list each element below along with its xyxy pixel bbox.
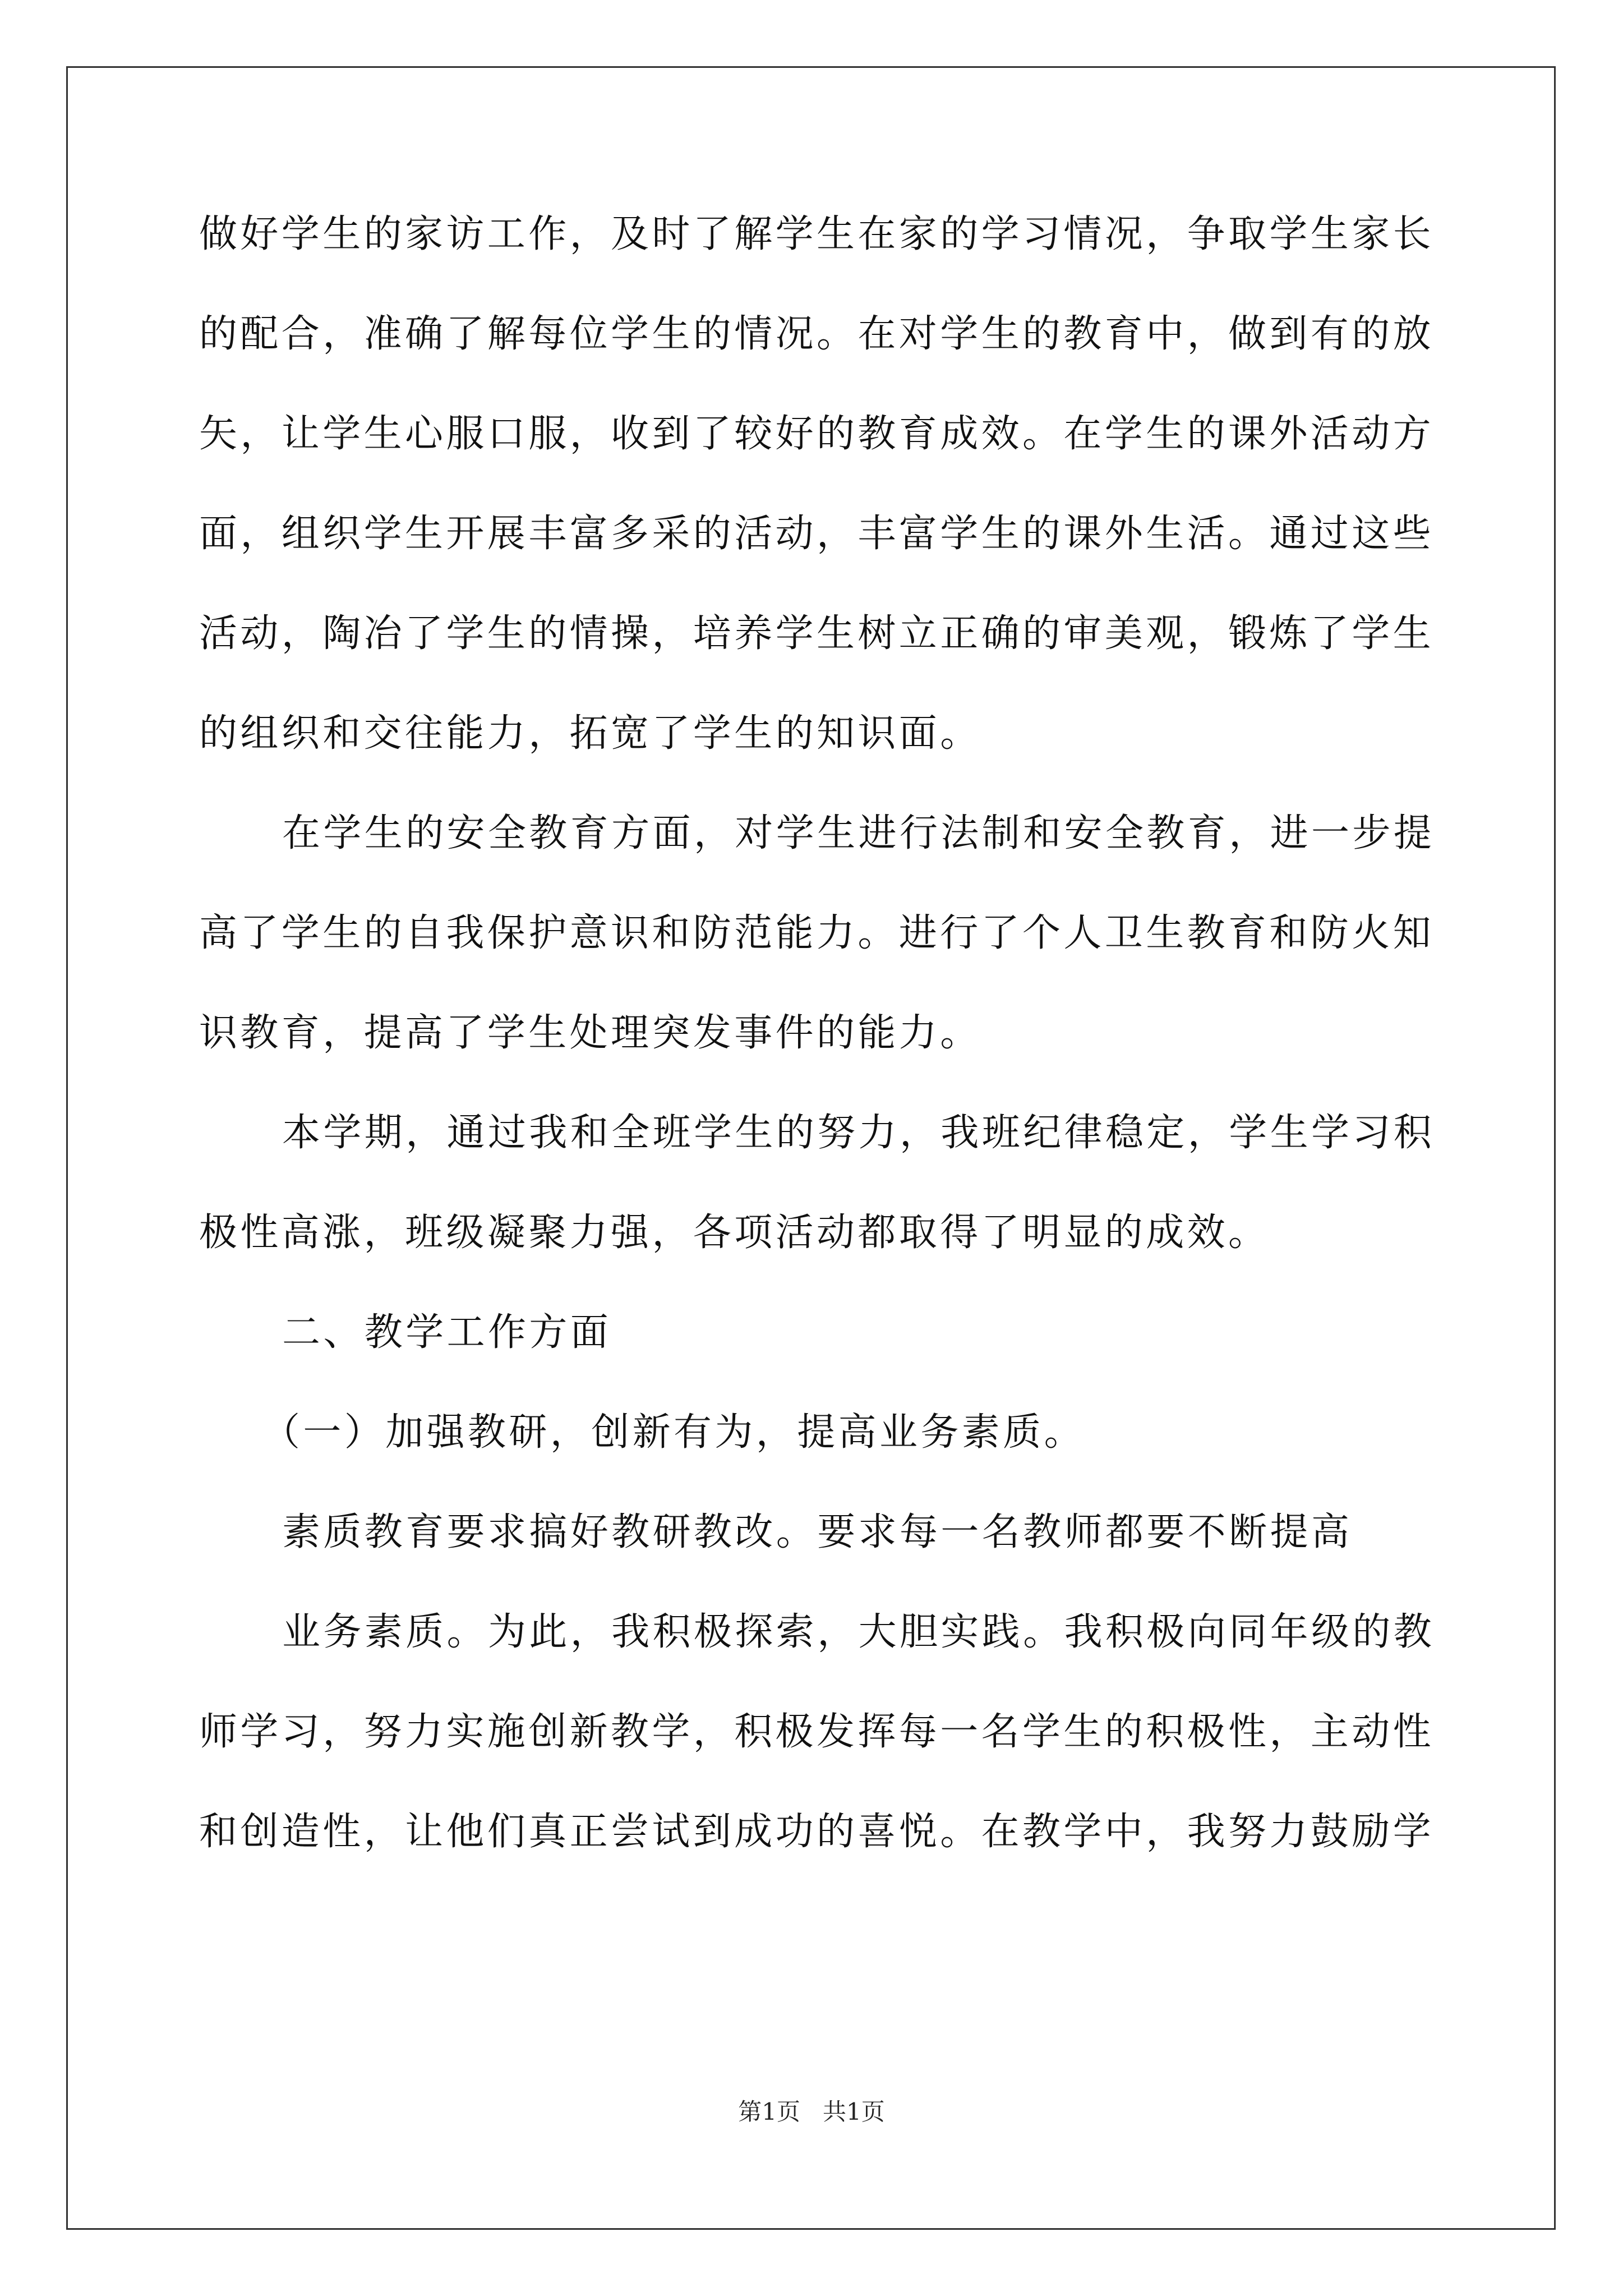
paragraph-first-line: 业务素质。为此，我积极探索，大胆实践。我积极向同年级的教 [282, 1610, 1435, 1654]
text-line: 极性高涨，班级凝聚力强，各项活动都取得了明显的成效。 [199, 1211, 1270, 1255]
section-heading: 二、教学工作方面 [282, 1310, 612, 1355]
text-line: 和创造性，让他们真正尝试到成功的喜悦。在教学中，我努力鼓励学 [199, 1810, 1435, 1854]
text-line: 的组织和交往能力，拓宽了学生的知识面。 [199, 711, 981, 756]
text-line: 的配合，准确了解每位学生的情况。在对学生的教育中，做到有的放 [199, 312, 1435, 356]
text-line: 高了学生的自我保护意识和防范能力。进行了个人卫生教育和防火知 [199, 911, 1435, 955]
text-line: 矢，让学生心服口服，收到了较好的教育成效。在学生的课外活动方 [199, 412, 1435, 456]
paragraph-first-line: 本学期，通过我和全班学生的努力，我班纪律稳定，学生学习积 [282, 1111, 1435, 1155]
page-number-footer: 第1页 共1页 [738, 2098, 885, 2125]
paragraph-first-line: 素质教育要求搞好教研教改。要求每一名教师都要不断提高 [282, 1510, 1353, 1554]
text-line: 做好学生的家访工作，及时了解学生在家的学习情况，争取学生家长 [199, 212, 1435, 256]
text-line: 师学习，努力实施创新教学，积极发挥每一名学生的积极性，主动性 [199, 1710, 1435, 1754]
paragraph-first-line: 在学生的安全教育方面，对学生进行法制和安全教育，进一步提 [282, 811, 1435, 855]
subsection-heading: （一）加强教研，创新有为，提高业务素质。 [262, 1410, 1086, 1455]
text-line: 活动，陶冶了学生的情操，培养学生树立正确的审美观，锻炼了学生 [199, 611, 1435, 656]
text-line: 识教育，提高了学生处理突发事件的能力。 [199, 1011, 981, 1055]
text-line: 面，组织学生开展丰富多采的活动，丰富学生的课外生活。通过这些 [199, 512, 1435, 556]
